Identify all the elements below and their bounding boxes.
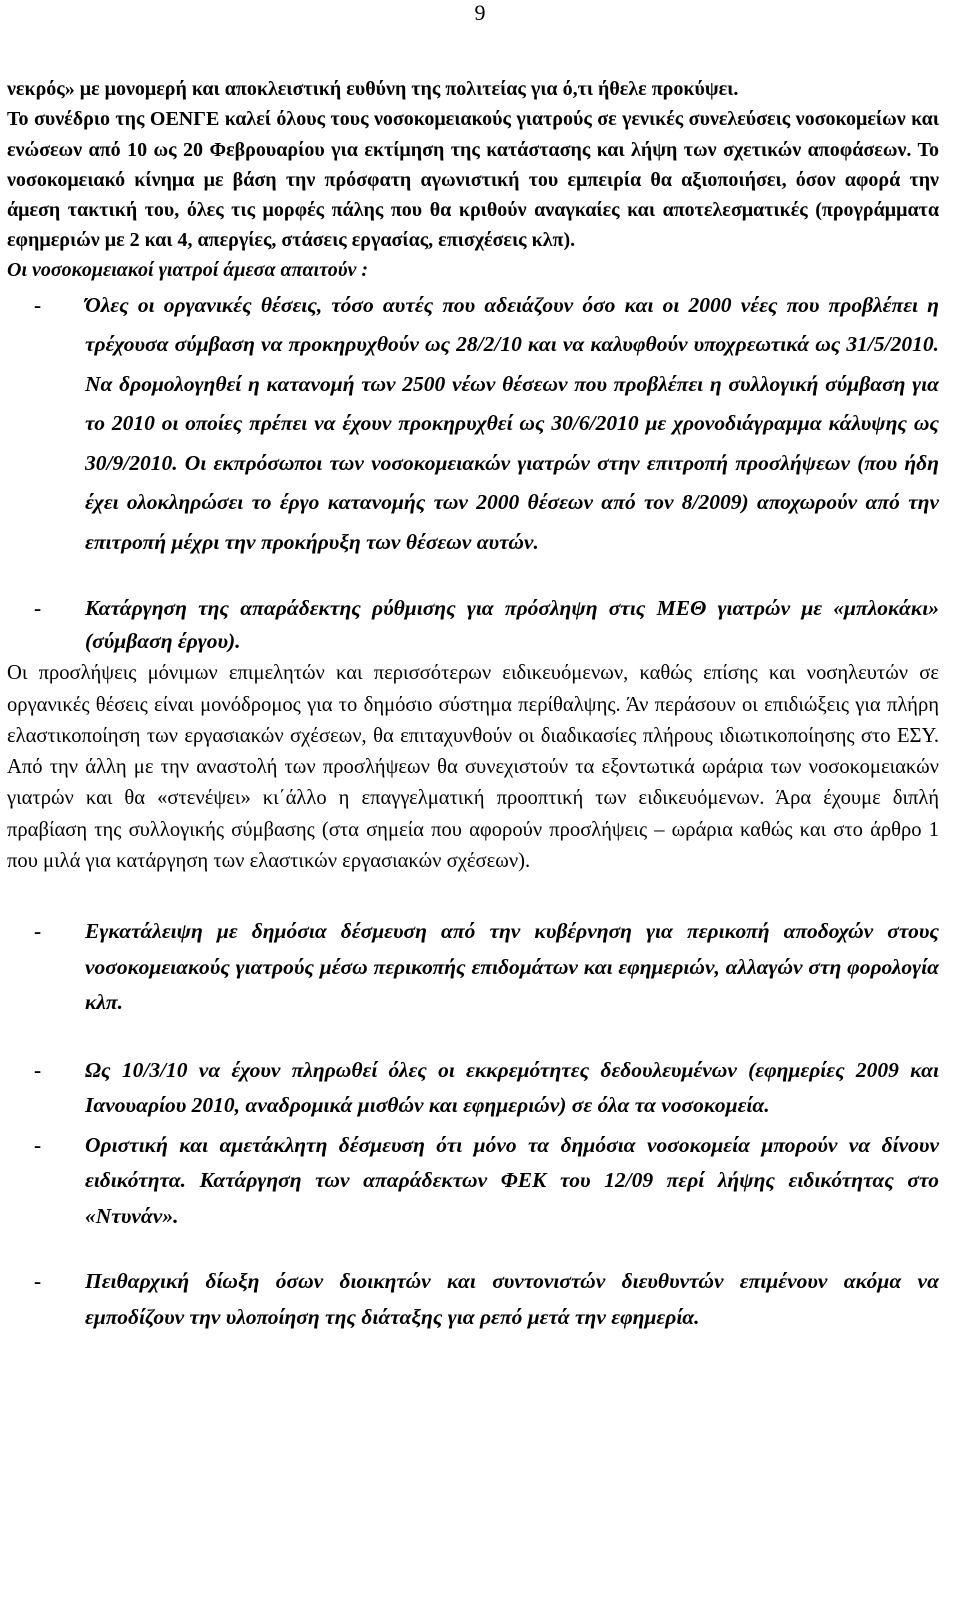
demand-text: Εγκατάλειψη με δημόσια δέσμευση από την κυβέρνηση για περικοπή αποδοχών στους νοσοκομειακούς γιατρούς μέσω περικοπής επιδομάτων και εφημεριών, αλλαγών στη φορολογία κλπ. — [85, 919, 939, 1015]
demand-item-specialty — [7, 1128, 939, 1235]
demand-item-positions — [7, 286, 939, 563]
demand-text: Οριστική και αμετάκλητη δέσμευση ότι μόνο τα δημόσια νοσοκομεία μπορούν να δίνουν ειδικότητα. Κατάργηση των απαράδεκτων ΦΕΚ του 12/09 περί λήψης ειδικότητας στο «Ντυνάν». — [85, 1132, 939, 1228]
list-dash: - — [34, 292, 42, 317]
list-dash: - — [34, 919, 42, 944]
list-dash: - — [34, 1269, 42, 1294]
list-dash: - — [34, 596, 42, 621]
demand-text: Όλες οι οργανικές θέσεις, τόσο αυτές που αδειάζουν όσο και οι 2000 νέες που προβλέπει η τρέχουσα σύμβαση να προκηρυχθούν ως 28/2/10 και να καλυφθούν υποχρεωτικά ως 31/5/2010. Να δρομολογηθεί η κατανομή των 2500 νέων θέσεων που προβλέπει η συλλογική σύμβαση για το 2010 οι οποίες πρέπει να έχουν προκηρυχθεί ως 30/6/2010 με χρονοδιάγραμμα κάλυψης ως 30/9/2010. Οι εκπρόσωποι των νοσοκομειακών γιατρών στην επιτροπή προσλήψεων (που ήδη έχει ολοκληρώσει το έργο κατανομής των 2000 θέσεων από τον 8/2009) αποχωρούν από την επιτροπή μέχρι την προκήρυξη των θέσεων αυτών. — [85, 292, 939, 554]
paragraph-continuation: νεκρός» με μονομερή και αποκλειστική ευθύνη της πολιτείας για ό,τι ήθελε προκύψει. — [7, 78, 739, 100]
demand-text: Ως 10/3/10 να έχουν πληρωθεί όλες οι εκκρεμότητες δεδουλευμένων (εφημερίες 2009 και Ιανουαρίου 2010, αναδρομικά μισθών και εφημεριών) σε όλα τα νοσοκομεία. — [85, 1057, 939, 1118]
demand-item-icu — [7, 592, 939, 658]
page-number: 9 — [474, 0, 486, 25]
paragraph-congress-call: Το συνέδριο της ΟΕΝΓΕ καλεί όλους τους νοσοκομειακούς γιατρούς σε γενικές συνελεύσεις νοσοκομείων και ενώσεων από 10 ως 20 Φεβρουαρίου για εκτίμηση της κατάστασης και λήψη των σχετικών αποφάσεων. Το νοσοκομειακό κίνημα με βάση την πρόσφατη αγωνιστική του εμπειρία θα αξιοποιήσει, όσον αφορά την άμεση τακτική του, όλες τις μορφές πάλης που θα κριθούν αναγκαίες και αποτελεσματικές (προγράμματα εφημεριών με 2 και 4, απεργίες, στάσεις εργασίας, επισχέσεις κλπ). — [7, 108, 939, 252]
list-dash: - — [34, 1132, 42, 1157]
demand-item-pay-cuts — [7, 914, 939, 1021]
demand-text: Κατάργηση της απαράδεκτης ρύθμισης για πρόσληψη στις ΜΕΘ γιατρών με «μπλοκάκι» (σύμβαση έργου). — [85, 596, 939, 654]
demand-item-disciplinary — [7, 1264, 939, 1335]
demands-intro: Οι νοσοκομειακοί γιατροί άμεσα απαιτούν : — [7, 258, 369, 281]
document-body — [7, 74, 939, 1335]
list-dash: - — [34, 1057, 42, 1082]
demand-text: Πειθαρχική δίωξη όσων διοικητών και συντονιστών διευθυντών επιμένουν ακόμα να εμποδίζουν την υλοποίηση της διάταξης για ρεπό μετά την εφημερία. — [85, 1269, 939, 1329]
demand-item-arrears — [7, 1053, 939, 1124]
paragraph-hiring: Οι προσλήψεις μόνιμων επιμελητών και περισσότερων ειδικευόμενων, καθώς επίσης και νοσηλευτών σε οργανικές θέσεις είναι μονόδρομος για το δημόσιο σύστημα περίθαλψης. Άν περάσουν οι επιδιώξεις για πλήρη ελαστικοποίηση των εργασιακών σχέσεων, θα επιταχυνθούν οι διαδικασίες πλήρους ιδιωτικοποίησης στο ΕΣΥ. Από την άλλη με την αναστολή των προσλήψεων θα συνεχιστούν τα εξοντωτικά ωράρια των νοσοκομειακών γιατρών και θα «στενέψει» κι΄άλλο η επαγγελματική προοπτική των ειδικευόμενων. Άρα έχουμε διπλή πραβίαση της συλλογικής σύμβασης (στα σημεία που αφορούν προσλήψεις – ωράρια καθώς και στο άρθρο 1 που μιλά για κατάργηση των ελαστικών εργασιακών σχέσεων). — [7, 662, 939, 873]
